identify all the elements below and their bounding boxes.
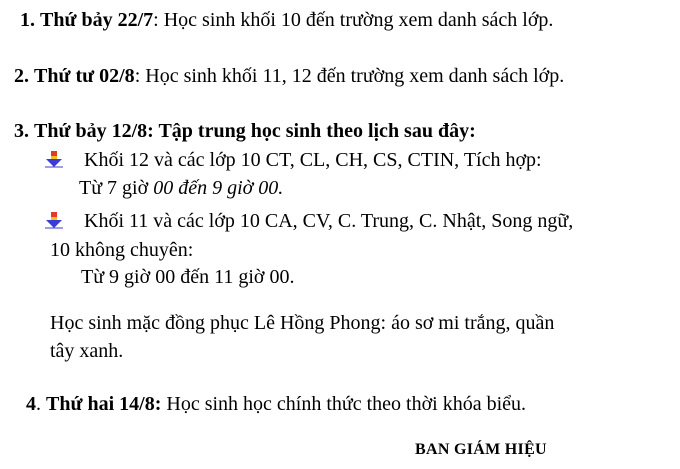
- schedule-2-line-2: 10 không chuyên:: [50, 239, 194, 261]
- down-arrow-bullet-icon: [45, 211, 63, 229]
- item-3-text: : Tập trung học sinh theo lịch sau đây:: [147, 120, 476, 142]
- item-3-number: 3.: [14, 120, 29, 142]
- item-1-label: Thứ bảy 22/7: [40, 9, 154, 31]
- schedule-2-line: Khối 11 và các lớp 10 CA, CV, C. Trung, C. Nhật, Song ngữ,: [84, 210, 574, 232]
- schedule-1-time-italic: 00 đến 9 giờ 00.: [153, 177, 284, 199]
- item-4-number: 4: [26, 393, 36, 415]
- schedule-2-time: Từ 9 giờ 00 đến 11 giờ 00.: [81, 266, 295, 288]
- item-2-label: Thứ tư 02/8: [34, 65, 135, 87]
- down-arrow-bullet-icon: [45, 150, 63, 168]
- item-4-text: Học sinh học chính thức theo thời khóa biểu.: [161, 393, 527, 415]
- uniform-note-line-2: tây xanh.: [50, 340, 124, 362]
- item-4: [26, 394, 526, 414]
- schedule-1-line: Khối 12 và các lớp 10 CT, CL, CH, CS, CTIN, Tích hợp:: [84, 149, 542, 171]
- item-2-number: 2.: [14, 65, 29, 87]
- schedule-1-time: [79, 178, 283, 198]
- schedule-1-time-prefix: Từ 7 giờ: [79, 177, 154, 199]
- item-3-label: Thứ bảy 12/8: [34, 120, 148, 142]
- item-1-text: : Học sinh khối 10 đến trường xem danh sách lớp.: [153, 9, 554, 31]
- item-3: [14, 121, 476, 141]
- uniform-note-line-1: Học sinh mặc đồng phục Lê Hồng Phong: áo sơ mi trắng, quần: [50, 312, 555, 334]
- item-2-text: : Học sinh khối 11, 12 đến trường xem danh sách lớp.: [134, 65, 565, 87]
- item-1: [20, 10, 553, 30]
- signature-board: BAN GIÁM HIỆU: [415, 441, 547, 458]
- item-1-number: 1.: [20, 9, 35, 31]
- item-2: [14, 66, 564, 86]
- item-4-label: Thứ hai 14/8:: [46, 393, 162, 415]
- item-4-dot: .: [36, 393, 41, 415]
